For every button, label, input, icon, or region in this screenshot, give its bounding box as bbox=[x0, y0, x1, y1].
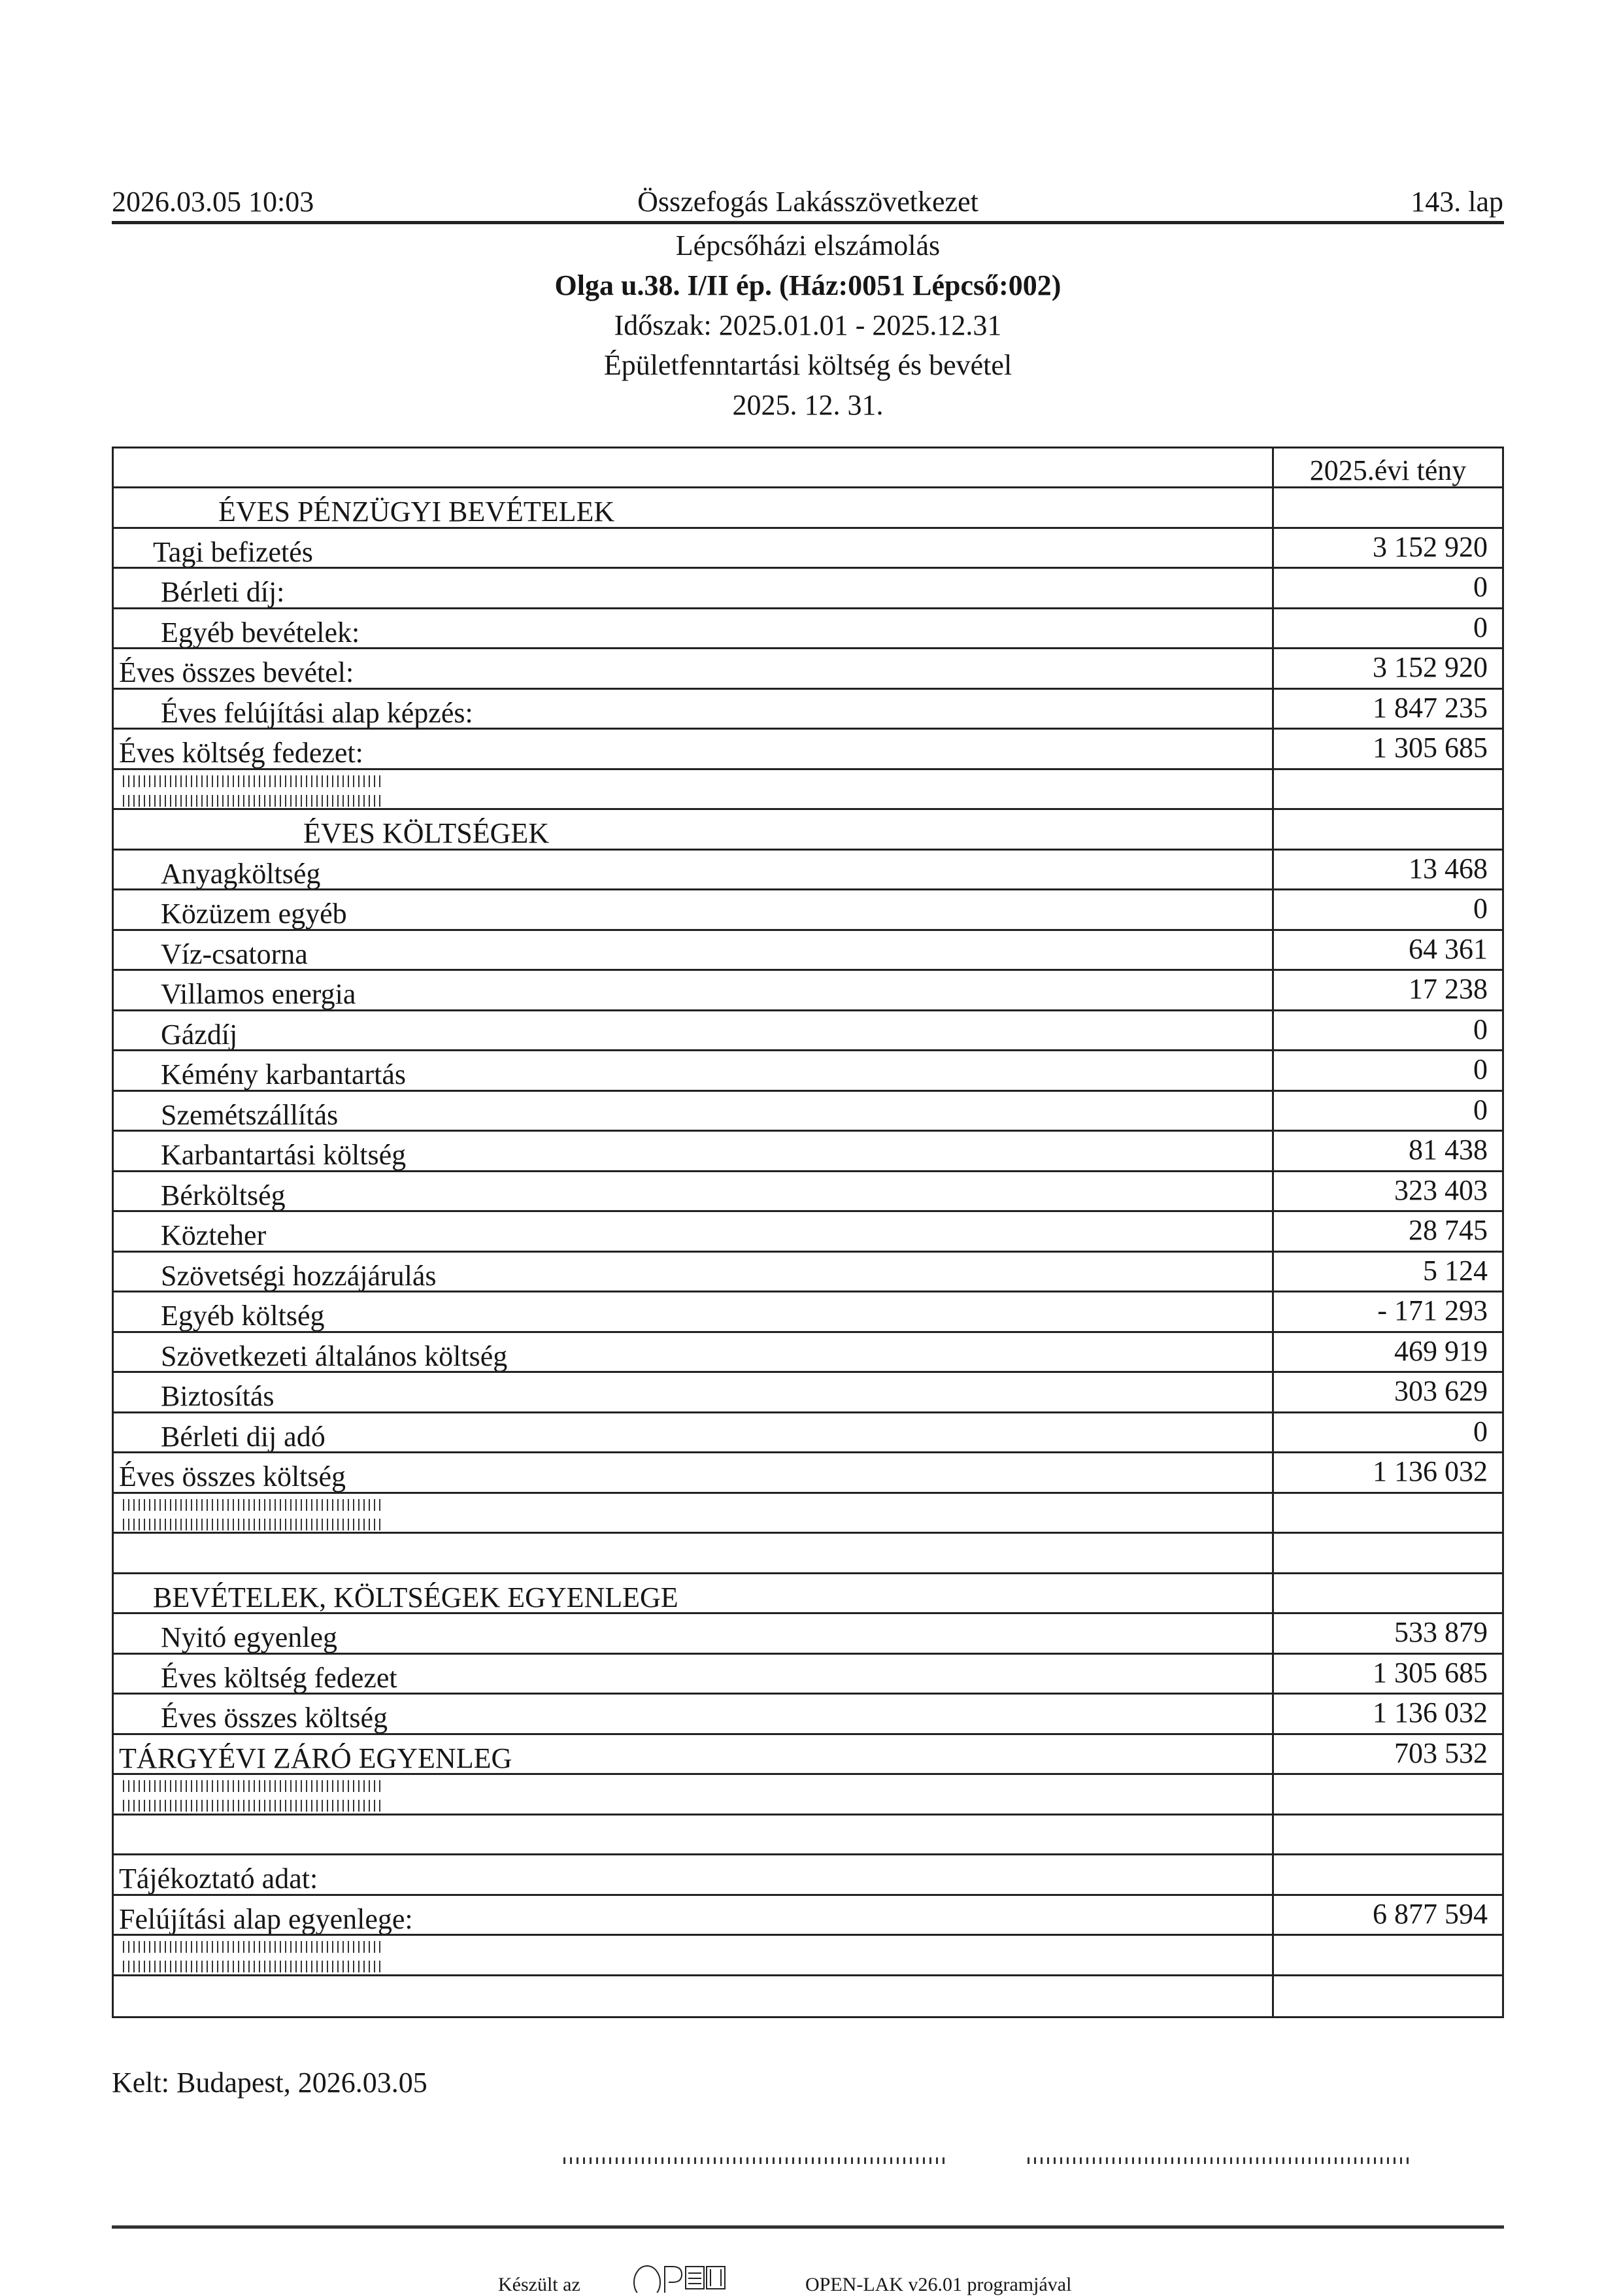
row-label: Éves felújítási alap képzés: bbox=[114, 690, 1274, 728]
row-label: Egyéb költség bbox=[114, 1292, 1274, 1331]
table-row bbox=[114, 1855, 1502, 1896]
row-value bbox=[1274, 1976, 1502, 2017]
row-value: 0 bbox=[1473, 1093, 1488, 1126]
row-label: Nyitó egyenleg bbox=[114, 1614, 1274, 1653]
section-title: BEVÉTELEK, KÖLTSÉGEK EGYENLEGE bbox=[114, 1574, 1274, 1613]
row-value: 0 bbox=[1473, 892, 1488, 924]
row-label: Szemétszállítás bbox=[114, 1092, 1274, 1130]
table-row bbox=[114, 649, 1502, 690]
signature-line-right bbox=[1028, 2157, 1413, 2164]
period: Időszak: 2025.01.01 - 2025.12.31 bbox=[614, 309, 1002, 341]
empty-row bbox=[114, 1976, 1502, 2017]
row-label: Tájékoztató adat: bbox=[114, 1855, 1274, 1894]
row-value: 1 136 032 bbox=[1373, 1697, 1488, 1729]
table-header-row bbox=[114, 448, 1502, 488]
row-label: Biztosítás bbox=[114, 1373, 1274, 1411]
table-row bbox=[114, 529, 1502, 569]
table-row bbox=[114, 1614, 1502, 1655]
row-value: 3 152 920 bbox=[1373, 651, 1488, 683]
bar-pattern bbox=[123, 1961, 384, 1972]
row-label: Tagi befizetés bbox=[114, 529, 1274, 567]
row-value: 1 847 235 bbox=[1373, 691, 1488, 724]
row-label: TÁRGYÉVI ZÁRÓ EGYENLEG bbox=[114, 1735, 1274, 1774]
footer-prefix: Készült az bbox=[498, 2274, 580, 2295]
bar-pattern bbox=[123, 775, 384, 787]
separator-bars bbox=[114, 770, 1274, 809]
empty-cell bbox=[114, 1534, 1274, 1572]
separator-bars bbox=[114, 1936, 1274, 1974]
row-value: 5 124 bbox=[1423, 1254, 1488, 1287]
row-value: 303 629 bbox=[1394, 1375, 1488, 1407]
print-datetime: 2026.03.05 10:03 bbox=[112, 186, 314, 218]
row-value: 0 bbox=[1473, 611, 1488, 643]
empty-row bbox=[114, 1815, 1502, 1856]
report-type: Lépcsőházi elszámolás bbox=[675, 229, 941, 262]
row-value: 17 238 bbox=[1409, 973, 1488, 1005]
financial-table bbox=[112, 447, 1504, 2018]
table-row bbox=[114, 569, 1502, 609]
row-label: Kémény karbantartás bbox=[114, 1051, 1274, 1090]
bar-pattern bbox=[123, 1499, 384, 1511]
table-row bbox=[114, 1413, 1502, 1454]
bar-pattern bbox=[123, 1800, 384, 1812]
row-value: 469 919 bbox=[1394, 1334, 1488, 1367]
table-row bbox=[114, 1735, 1502, 1776]
row-label: Közteher bbox=[114, 1212, 1274, 1251]
table-row bbox=[114, 690, 1502, 730]
row-value bbox=[1274, 1936, 1502, 1974]
row-label: Karbantartási költség bbox=[114, 1132, 1274, 1170]
row-value: 13 468 bbox=[1409, 852, 1488, 885]
table-row bbox=[114, 971, 1502, 1011]
row-label: Bérleti díj: bbox=[114, 569, 1274, 607]
table-row bbox=[114, 1011, 1502, 1052]
row-label: Víz-csatorna bbox=[114, 931, 1274, 970]
footer-divider bbox=[112, 2225, 1504, 2229]
table-row bbox=[114, 1655, 1502, 1695]
row-label: Éves összes költség bbox=[114, 1453, 1274, 1492]
separator-bars bbox=[114, 1775, 1274, 1814]
row-label: Gázdíj bbox=[114, 1011, 1274, 1050]
row-value: 323 403 bbox=[1394, 1173, 1488, 1206]
table-row bbox=[114, 1292, 1502, 1333]
section-header-row bbox=[114, 1574, 1502, 1615]
signature-line-left bbox=[563, 2157, 949, 2164]
row-label: Villamos energia bbox=[114, 971, 1274, 1009]
table-row bbox=[114, 1695, 1502, 1735]
section-header-row bbox=[114, 810, 1502, 851]
table-row bbox=[114, 1896, 1502, 1936]
row-label: Egyéb bevételek: bbox=[114, 609, 1274, 648]
table-row bbox=[114, 1373, 1502, 1413]
row-label: Anyagköltség bbox=[114, 851, 1274, 889]
table-row bbox=[114, 730, 1502, 770]
row-label: Éves költség fedezet: bbox=[114, 730, 1274, 768]
row-value bbox=[1274, 810, 1502, 849]
place-and-date: Kelt: Budapest, 2026.03.05 bbox=[112, 2067, 427, 2099]
row-value: 533 879 bbox=[1394, 1616, 1488, 1648]
table-row bbox=[114, 1132, 1502, 1172]
separator-row bbox=[114, 1936, 1502, 1976]
row-value: 0 bbox=[1473, 1415, 1488, 1447]
bar-pattern bbox=[123, 1941, 384, 1953]
row-value bbox=[1274, 1534, 1502, 1572]
row-value: 703 532 bbox=[1394, 1736, 1488, 1769]
row-label: Bérköltség bbox=[114, 1172, 1274, 1211]
row-value bbox=[1274, 1855, 1502, 1894]
row-value: 64 361 bbox=[1409, 932, 1488, 965]
separator-row bbox=[114, 1494, 1502, 1534]
table-row bbox=[114, 931, 1502, 971]
row-value: 6 877 594 bbox=[1373, 1897, 1488, 1930]
section-header-row bbox=[114, 488, 1502, 529]
label-column-header bbox=[114, 448, 1274, 486]
row-label: Éves összes bevétel: bbox=[114, 649, 1274, 688]
table-row bbox=[114, 609, 1502, 650]
bar-pattern bbox=[123, 1780, 384, 1792]
empty-cell bbox=[114, 1815, 1274, 1854]
row-value bbox=[1274, 1775, 1502, 1814]
row-value: - 171 293 bbox=[1377, 1294, 1488, 1326]
footer-program: OPEN-LAK v26.01 programjával bbox=[805, 2274, 1072, 2295]
table-row bbox=[114, 1092, 1502, 1132]
page-number: 143. lap bbox=[1411, 186, 1503, 218]
row-value bbox=[1274, 770, 1502, 809]
table-row bbox=[114, 1453, 1502, 1494]
row-label: Éves összes költség bbox=[114, 1695, 1274, 1733]
row-label: Felújítási alap egyenlege: bbox=[114, 1896, 1274, 1934]
row-label: Szövetkezeti általános költség bbox=[114, 1333, 1274, 1372]
table-row bbox=[114, 1051, 1502, 1092]
row-value: 81 438 bbox=[1409, 1134, 1488, 1166]
table-row bbox=[114, 1253, 1502, 1293]
row-label: Közüzem egyéb bbox=[114, 890, 1274, 929]
table-row bbox=[114, 851, 1502, 891]
row-value: 3 152 920 bbox=[1373, 530, 1488, 563]
section-title: ÉVES PÉNZÜGYI BEVÉTELEK bbox=[114, 488, 1274, 527]
title-block bbox=[112, 226, 1504, 425]
row-value: 1 305 685 bbox=[1373, 1656, 1488, 1689]
report-subject: Épületfenntartási költség és bevétel bbox=[603, 349, 1012, 381]
table-row bbox=[114, 890, 1502, 931]
table-row bbox=[114, 1212, 1502, 1253]
bar-pattern bbox=[123, 1519, 384, 1530]
row-label: Éves költség fedezet bbox=[114, 1655, 1274, 1693]
row-label: Bérleti dij adó bbox=[114, 1413, 1274, 1452]
header-divider bbox=[112, 221, 1504, 224]
row-value bbox=[1274, 488, 1502, 527]
row-value: 28 745 bbox=[1409, 1214, 1488, 1246]
row-value: 1 136 032 bbox=[1373, 1455, 1488, 1487]
report-date: 2025. 12. 31. bbox=[732, 389, 884, 421]
row-value: 0 bbox=[1473, 1053, 1488, 1085]
row-value bbox=[1274, 1574, 1502, 1613]
row-label: Szövetségi hozzájárulás bbox=[114, 1253, 1274, 1291]
separator-bars bbox=[114, 1494, 1274, 1532]
table-row bbox=[114, 1333, 1502, 1374]
value-column-header: 2025.évi tény bbox=[1309, 454, 1467, 486]
row-value: 1 305 685 bbox=[1373, 732, 1488, 764]
section-title: ÉVES KÖLTSÉGEK bbox=[114, 810, 1274, 849]
row-value bbox=[1274, 1494, 1502, 1532]
empty-cell bbox=[114, 1976, 1274, 2017]
building-title: Olga u.38. I/II ép. (Ház:0051 Lépcső:002) bbox=[554, 269, 1061, 301]
separator-row bbox=[114, 1775, 1502, 1815]
open-logo-icon bbox=[631, 2265, 752, 2293]
organization-name: Összefogás Lakásszövetkezet bbox=[637, 186, 978, 218]
row-value: 0 bbox=[1473, 571, 1488, 603]
row-value bbox=[1274, 1815, 1502, 1854]
table-row bbox=[114, 1172, 1502, 1213]
bar-pattern bbox=[123, 795, 384, 807]
empty-row bbox=[114, 1534, 1502, 1574]
separator-row bbox=[114, 770, 1502, 811]
row-value: 0 bbox=[1473, 1013, 1488, 1045]
